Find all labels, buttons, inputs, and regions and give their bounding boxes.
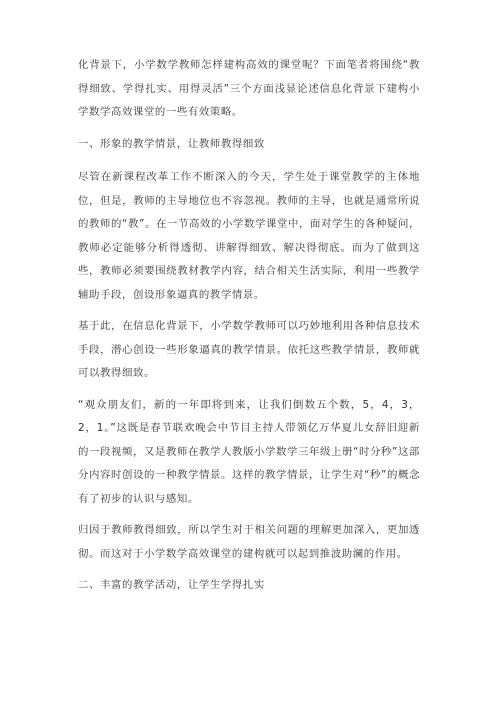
document-page	[78, 54, 420, 608]
paragraph-information-tech: 基于此，在信息化背景下，小学数学教师可以巧妙地利用各种信息技术手段，潜心创设一些形象逼真的教学情景。依托这些教学情景，教师就可以教得细致。	[78, 320, 420, 379]
paragraph-intro: 化背景下，小学数学教师怎样建构高效的课堂呢？下面笔者将围绕“教得细致、学得扎实、用得灵活”三个方面浅显论述信息化背景下建构小学数学高效课堂的一些有效策略。	[78, 59, 420, 118]
section-heading-2: 二、丰富的教学活动，让学生学得扎实	[78, 579, 265, 591]
paragraph-example-countdown: “观众朋友们，新的一年即将到来，让我们倒数五个数，5，4，3，2，1。”这既是春节联欢晚会中节目主持人带领亿万华夏儿女辞旧迎新的一段视频，又是教师在教学人教版小学数学三年级上册“时分秒”这部分内容时创设的一种教学情景。这样的教学情景，让学生对“秒”的概念有了初步的认识与感知。	[78, 398, 420, 505]
paragraph-teacher-role: 尽管在新课程改革工作不断深入的今天，学生处于课堂教学的主体地位，但是，教师的主导地位也不容忽视。教师的主导，也就是通常所说的教师的“教”。在一节高效的小学数学课堂中，面对学生的各种疑问，教师必定能够分析得透彻、讲解得细致、解决得彻底。而为了做到这些，教师必须要围绕教材教学内容，结合相关生活实际，利用一些教学辅助手段，创设形象逼真的教学情景。	[78, 171, 420, 301]
paragraph-conclusion: 归因于教师教得细致，所以学生对于相关问题的理解更加深入，更加透彻。而这对于小学数学高效课堂的建构就可以起到推波助澜的作用。	[78, 524, 420, 560]
section-heading-1: 一、形象的教学情景，让教师教得细致	[78, 137, 265, 150]
